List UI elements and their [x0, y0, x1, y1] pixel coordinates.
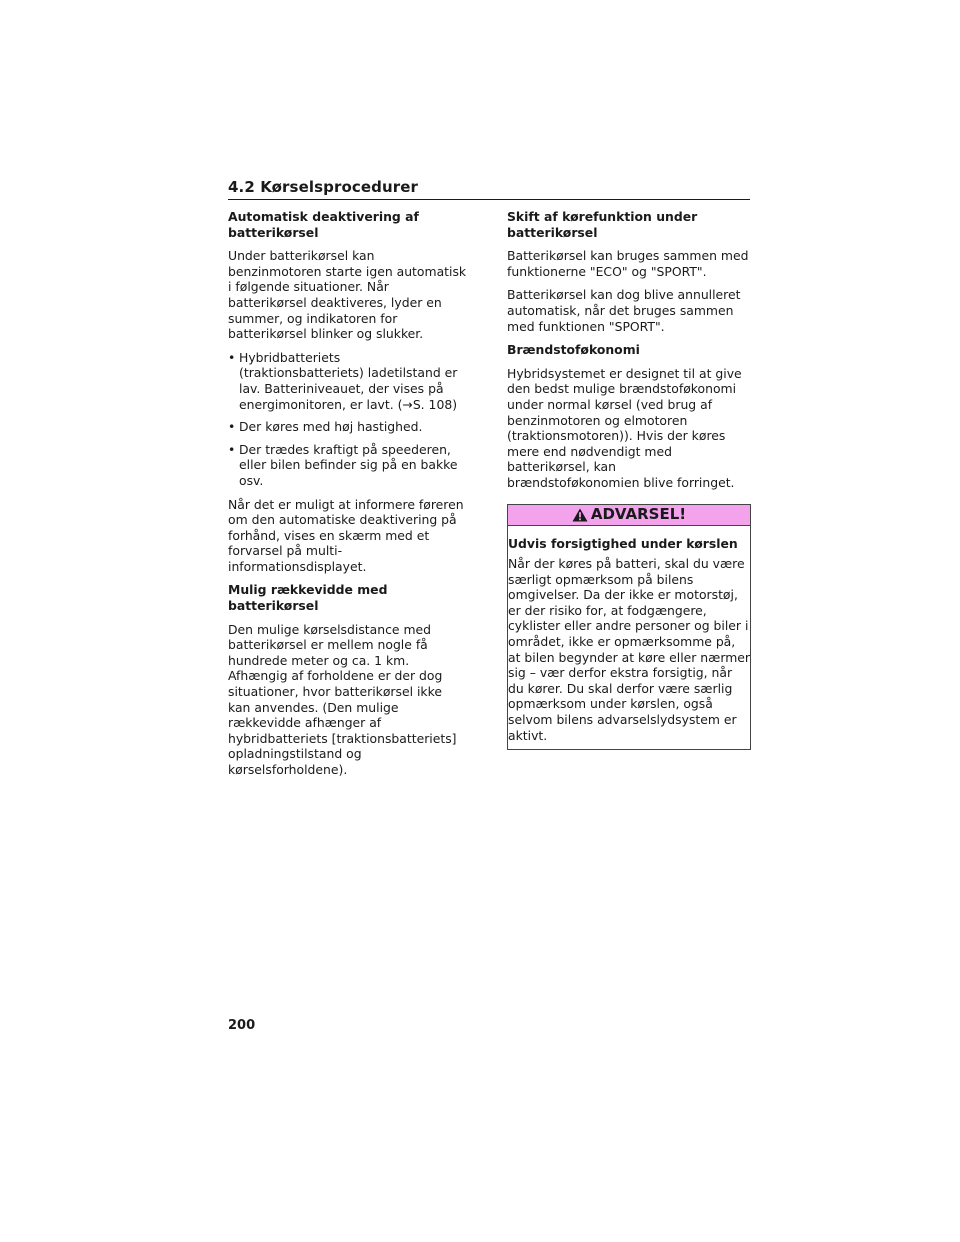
bullet-list	[228, 350, 468, 489]
warning-triangle-icon	[572, 508, 588, 522]
paragraph-prewarning: Når det er muligt at informere føreren om den automatiske deaktivering på forhånd, vises en skærm med et forvarsel på multi-informationsdisplayet.	[228, 496, 464, 574]
heading-drive-mode: Skift af kørefunktion under batterikørsel	[507, 209, 698, 240]
warning-body	[508, 526, 750, 750]
warning-title: Udvis forsigtighed under kørslen	[508, 535, 738, 551]
bullet-item: • Hybridbatteriets (traktionsbatteriets) ladetilstand er lav. Batteriniveauet, der vises på energimonitoren, er lavt. (→S. 108)	[228, 350, 468, 412]
warning-label: ADVARSEL!	[590, 504, 687, 523]
section-header: 4.2 Kørselsprocedurer	[228, 178, 750, 200]
bullet-item: • Der trædes kraftigt på speederen, eller bilen befinder sig på en bakke osv.	[228, 442, 468, 489]
paragraph-range: Den mulige kørselsdistance med batterikørsel er mellem nogle få hundrede meter og ca. 1 km. Afhængig af forholdene er der dog situationer, hvor batterikørsel ikke kan anvendes. (Den mulige rækkevidde afhænger af hybridbatteriets [traktionsbatteriets] opladningstilstand og kørselsforholdene).	[228, 621, 457, 777]
warning-box	[507, 504, 751, 751]
heading-auto-deactivation: Automatisk deaktivering af batterikørsel	[228, 209, 419, 240]
heading-fuel-economy: Brændstoføkonomi	[507, 342, 640, 358]
left-column	[228, 209, 468, 786]
heading-range: Mulig rækkevidde med batterikørsel	[228, 582, 388, 614]
page-number: 200	[228, 1018, 256, 1033]
warning-header	[508, 505, 750, 526]
right-column	[507, 209, 751, 750]
warning-text: Når der køres på batteri, skal du være særligt opmærksom på bilens omgivelser. Da der ikke er motorstøj, er der risiko for, at fodgængere, cyklister eller andre personer og biler i området, ikke er opmærksomme på, at bilen begynder at køre eller nærmer sig – vær derfor ekstra forsigtig, når du kører. Du skal derfor være særlig opmærksom under kørslen, også selvom bilens advarselslydsystem er aktivt.	[508, 556, 750, 743]
bullet-item: • Der køres med høj hastighed.	[228, 419, 468, 435]
paragraph-sport-cancel: Batterikørsel kan dog blive annulleret automatisk, når det bruges sammen med funktionen "SPORT".	[507, 287, 741, 334]
paragraph-fuel-economy: Hybridsystemet er designet til at give den bedst mulige brændstoføkonomi under normal kørsel (ved brug af benzinmotoren og elmotoren (traktionsmotoren)). Hvis der køres mere end nødvendigt med batterikørsel, kan brændstoføkonomien blive forringet.	[507, 365, 742, 490]
paragraph-intro: Under batterikørsel kan benzinmotoren starte igen automatisk i følgende situationer. Når batterikørsel deaktiveres, lyder en summer, og indikatoren for batterikørsel blinker og slukker.	[228, 248, 467, 342]
paragraph-drive-mode: Batterikørsel kan bruges sammen med funktionerne "ECO" og "SPORT".	[507, 248, 749, 279]
